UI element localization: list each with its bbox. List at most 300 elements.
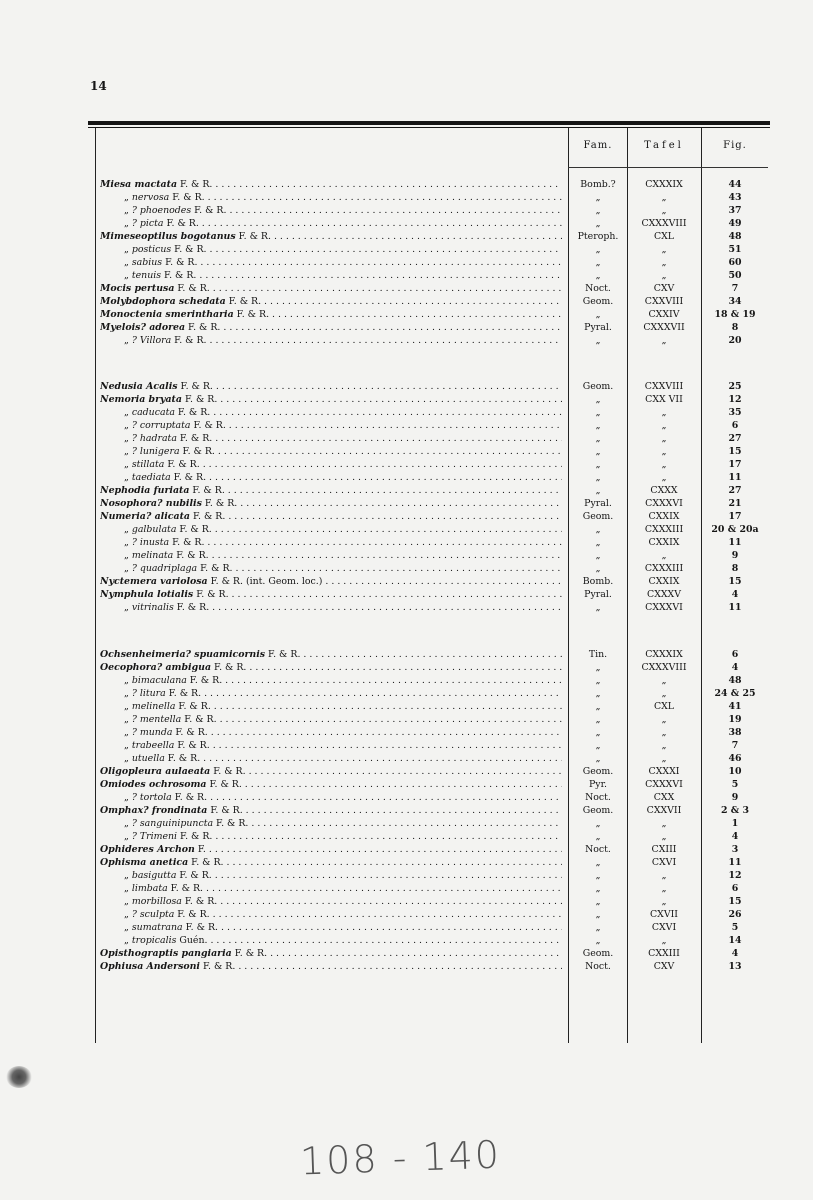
species-author: F. & R. xyxy=(173,550,209,561)
species-author: F. & R. xyxy=(197,563,233,574)
table-top-rule xyxy=(88,121,770,125)
family-cell: Geom. xyxy=(582,766,614,777)
figure-cell: 11 xyxy=(728,472,742,483)
table-row xyxy=(0,921,813,934)
species-label: ? munda xyxy=(131,727,173,738)
species-label: nervosa xyxy=(131,192,170,203)
tafel-cell: „ xyxy=(661,818,667,829)
table-row xyxy=(0,536,813,549)
figure-cell: 7 xyxy=(731,283,739,294)
tafel-cell: CXXXVI xyxy=(645,779,683,790)
species-author: F. & R. xyxy=(211,662,247,673)
tafel-cell: CXVI xyxy=(651,857,677,868)
species-label: melinella xyxy=(131,701,176,712)
species-label: ? quadriplaga xyxy=(131,563,198,574)
family-cell: „ xyxy=(595,831,601,842)
tafel-cell: CXXXV xyxy=(647,589,681,600)
ditto-mark: „ xyxy=(124,270,132,281)
figure-cell: 15 xyxy=(728,896,742,907)
table-row xyxy=(0,393,813,406)
family-cell: „ xyxy=(595,459,601,470)
species-author: F. & R. xyxy=(163,218,199,229)
species-label: Nosophora? nubilis xyxy=(100,498,202,509)
family-cell: Bomb.? xyxy=(580,179,616,190)
family-cell: „ xyxy=(595,883,601,894)
figure-cell: 15 xyxy=(728,446,742,457)
species-name xyxy=(100,960,562,973)
ditto-mark: „ xyxy=(124,420,132,431)
table-row xyxy=(0,419,813,432)
species-label: ? corruptata xyxy=(131,420,191,431)
species-author: F. & R. xyxy=(171,335,207,346)
species-name xyxy=(100,321,562,334)
species-label: ? picta xyxy=(131,218,164,229)
table-row xyxy=(0,497,813,510)
species-label: melinata xyxy=(131,550,174,561)
species-author: F. & R. xyxy=(207,805,243,816)
species-author: F. & R. xyxy=(173,602,210,613)
tafel-cell: CXXIII xyxy=(648,948,680,959)
table-row xyxy=(0,321,813,334)
figure-cell: 5 xyxy=(731,779,739,790)
family-cell: „ xyxy=(595,309,601,320)
ditto-mark: „ xyxy=(124,831,132,842)
species-name xyxy=(100,843,562,856)
tafel-cell: CXX VII xyxy=(645,394,683,405)
table-row xyxy=(0,947,813,960)
table-row xyxy=(0,191,813,204)
family-cell: „ xyxy=(595,662,601,673)
column-header-fig: Fig. xyxy=(723,140,747,151)
family-cell: „ xyxy=(595,257,601,268)
species-name xyxy=(124,830,562,843)
family-cell: Pyral. xyxy=(584,322,612,333)
family-cell: Tin. xyxy=(588,649,608,660)
ditto-mark: „ xyxy=(124,675,132,686)
ditto-mark: „ xyxy=(124,244,132,255)
species-label: ? phoenodes xyxy=(131,205,192,216)
figure-cell: 48 xyxy=(728,231,742,242)
species-label: ? litura xyxy=(131,688,166,699)
table-row xyxy=(0,217,813,230)
table-row xyxy=(0,791,813,804)
species-name xyxy=(100,178,562,191)
table-row xyxy=(0,739,813,752)
ditto-mark: „ xyxy=(124,714,132,725)
figure-cell: 11 xyxy=(728,602,742,613)
figure-cell: 15 xyxy=(728,576,742,587)
species-name xyxy=(124,895,562,908)
family-cell: Bomb. xyxy=(582,576,614,587)
ditto-mark: „ xyxy=(124,818,132,829)
tafel-cell: „ xyxy=(661,753,667,764)
species-name xyxy=(124,601,562,614)
tafel-cell: CXXXVIII xyxy=(641,662,687,673)
species-name xyxy=(124,882,562,895)
figure-cell: 37 xyxy=(728,205,742,216)
ditto-mark: „ xyxy=(124,550,132,561)
table-row xyxy=(0,908,813,921)
ink-blot xyxy=(6,1066,32,1088)
tafel-cell: „ xyxy=(661,740,667,751)
tafel-cell: CXL xyxy=(653,701,675,712)
species-author: Guén. xyxy=(176,935,208,946)
handwritten-note: 108 - 140 xyxy=(299,1132,502,1184)
species-author: F. & R. xyxy=(174,909,210,920)
table-row xyxy=(0,282,813,295)
table-row xyxy=(0,562,813,575)
family-cell: „ xyxy=(595,433,601,444)
species-name xyxy=(124,562,562,575)
species-author: F. & R. xyxy=(171,244,207,255)
species-label: ? mentella xyxy=(131,714,182,725)
family-cell: „ xyxy=(595,218,601,229)
species-name xyxy=(100,393,562,406)
species-name xyxy=(124,243,562,256)
family-cell: Pyr. xyxy=(588,779,608,790)
tafel-cell: CXXVII xyxy=(646,805,682,816)
species-name xyxy=(124,726,562,739)
species-name xyxy=(124,921,562,934)
table-row xyxy=(0,934,813,947)
tafel-cell: „ xyxy=(661,688,667,699)
table-row xyxy=(0,523,813,536)
species-name xyxy=(124,674,562,687)
column-header-tafel: Tafel xyxy=(644,140,684,151)
table-row xyxy=(0,471,813,484)
ditto-mark: „ xyxy=(124,922,132,933)
species-author: F. & R. xyxy=(164,753,201,764)
family-cell: „ xyxy=(595,192,601,203)
species-name xyxy=(124,432,562,445)
species-author: F. & R. xyxy=(170,472,207,483)
species-label: Nyctemera variolosa xyxy=(100,576,208,587)
species-label: Omiodes ochrosoma xyxy=(100,779,207,790)
ditto-mark: „ xyxy=(124,459,132,470)
species-label: Monoctenia smerintharia xyxy=(100,309,234,320)
table-row xyxy=(0,830,813,843)
family-cell: „ xyxy=(595,270,601,281)
figure-cell: 7 xyxy=(731,740,739,751)
species-label: ? lunigera xyxy=(131,446,180,457)
species-author: F. & R. xyxy=(182,922,218,933)
ditto-mark: „ xyxy=(124,740,132,751)
family-cell: „ xyxy=(595,485,601,496)
species-name xyxy=(124,700,562,713)
figure-cell: 41 xyxy=(728,701,742,712)
table-row xyxy=(0,230,813,243)
species-name xyxy=(124,713,562,726)
ditto-mark: „ xyxy=(124,870,132,881)
figure-cell: 12 xyxy=(728,394,742,405)
family-cell: „ xyxy=(595,335,601,346)
tafel-cell: CXXXIII xyxy=(644,524,684,535)
species-name xyxy=(124,739,562,752)
family-cell: „ xyxy=(595,701,601,712)
tafel-cell: CXXXIII xyxy=(644,563,684,574)
family-cell: Noct. xyxy=(585,283,611,294)
table-row xyxy=(0,406,813,419)
tafel-cell: CXXXI xyxy=(648,766,680,777)
species-name xyxy=(124,817,562,830)
species-author: F. & R. xyxy=(177,831,213,842)
family-cell: „ xyxy=(595,472,601,483)
species-name xyxy=(124,791,562,804)
figure-cell: 20 xyxy=(728,335,742,346)
tafel-cell: CXXXVIII xyxy=(641,218,687,229)
species-name xyxy=(124,191,562,204)
table-row xyxy=(0,269,813,282)
ditto-mark: „ xyxy=(124,909,132,920)
figure-cell: 48 xyxy=(728,675,742,686)
tafel-cell: „ xyxy=(661,883,667,894)
family-cell: „ xyxy=(595,714,601,725)
species-author: F. & R. xyxy=(162,257,198,268)
species-label: tropicalis xyxy=(131,935,177,946)
species-name xyxy=(124,406,562,419)
figure-cell: 25 xyxy=(728,381,742,392)
figure-cell: 9 xyxy=(731,550,739,561)
family-cell: „ xyxy=(595,857,601,868)
figure-cell: 27 xyxy=(728,433,742,444)
figure-cell: 20 & 20a xyxy=(711,524,759,535)
species-label: sabius xyxy=(131,257,163,268)
family-cell: „ xyxy=(595,740,601,751)
species-label: Nemoria bryata xyxy=(100,394,182,405)
table-row xyxy=(0,895,813,908)
figure-cell: 60 xyxy=(728,257,742,268)
table-row xyxy=(0,752,813,765)
figure-cell: 11 xyxy=(728,537,742,548)
species-author: F. & R. (int. Geom. loc.) xyxy=(207,576,323,587)
species-label: Omphax? frondinata xyxy=(100,805,208,816)
tafel-cell: CXXVIII xyxy=(644,381,684,392)
family-cell: „ xyxy=(595,727,601,738)
family-cell: „ xyxy=(595,524,601,535)
tafel-cell: „ xyxy=(661,433,667,444)
species-author: F. & R. xyxy=(231,948,268,959)
ditto-mark: „ xyxy=(124,602,132,613)
tafel-cell: CXXVIII xyxy=(644,296,684,307)
table-row xyxy=(0,510,813,523)
figure-cell: 51 xyxy=(728,244,742,255)
family-cell: „ xyxy=(595,446,601,457)
figure-cell: 12 xyxy=(728,870,742,881)
tafel-cell: CXIII xyxy=(651,844,677,855)
table-row xyxy=(0,726,813,739)
species-author: F. & R. xyxy=(190,420,226,431)
figure-cell: 4 xyxy=(731,948,739,959)
species-name xyxy=(100,497,562,510)
table-row xyxy=(0,674,813,687)
species-author: F. & R. xyxy=(206,779,242,790)
table-row xyxy=(0,843,813,856)
species-label: utuella xyxy=(131,753,165,764)
species-label: ? Villora xyxy=(131,335,172,346)
species-author: F. & R. xyxy=(171,792,208,803)
species-name xyxy=(124,523,562,536)
tafel-cell: „ xyxy=(661,870,667,881)
species-author: F. & R. xyxy=(185,322,221,333)
species-author: F. & R. xyxy=(189,485,225,496)
figure-cell: 6 xyxy=(731,420,739,431)
figure-cell: 44 xyxy=(728,179,742,190)
family-cell: „ xyxy=(595,675,601,686)
species-name xyxy=(124,752,562,765)
species-name xyxy=(100,588,562,601)
species-author: F. & R. xyxy=(235,231,271,242)
table-row xyxy=(0,458,813,471)
table-row xyxy=(0,256,813,269)
family-cell: Geom. xyxy=(582,948,614,959)
family-cell: „ xyxy=(595,420,601,431)
table-top-rule-thin xyxy=(88,127,770,128)
species-label: ? Trimeni xyxy=(131,831,178,842)
species-label: Mocis pertusa xyxy=(100,283,175,294)
species-author: F. & R. xyxy=(213,818,249,829)
species-name xyxy=(100,575,562,588)
species-author: F. & R. xyxy=(164,459,200,470)
family-cell: Geom. xyxy=(582,296,614,307)
figure-cell: 17 xyxy=(728,459,742,470)
species-author: F. & R. xyxy=(179,446,215,457)
species-label: Mimeseoptilus bogotanus xyxy=(100,231,236,242)
family-cell: „ xyxy=(595,407,601,418)
ditto-mark: „ xyxy=(124,727,132,738)
species-label: Ophisma anetica xyxy=(100,857,189,868)
ditto-mark: „ xyxy=(124,446,132,457)
figure-cell: 17 xyxy=(728,511,742,522)
species-author: F. & R. xyxy=(193,589,229,600)
table-row xyxy=(0,804,813,817)
table-row xyxy=(0,445,813,458)
table-row xyxy=(0,713,813,726)
family-cell: Noct. xyxy=(585,844,611,855)
family-cell: „ xyxy=(595,602,601,613)
table-row xyxy=(0,334,813,347)
species-label: ? sculpta xyxy=(131,909,175,920)
ditto-mark: „ xyxy=(124,688,132,699)
figure-cell: 3 xyxy=(731,844,739,855)
table-row xyxy=(0,575,813,588)
figure-cell: 6 xyxy=(731,649,739,660)
species-author: F. & R. xyxy=(191,205,227,216)
table-row xyxy=(0,687,813,700)
species-name xyxy=(100,856,562,869)
species-author: F. & R. xyxy=(172,727,208,738)
family-cell: „ xyxy=(595,935,601,946)
figure-cell: 1 xyxy=(731,818,739,829)
table-row xyxy=(0,869,813,882)
tafel-cell: „ xyxy=(661,550,667,561)
species-author: F. & R. xyxy=(181,896,218,907)
species-label: Ophiusa Andersoni xyxy=(100,961,200,972)
species-label: ? tortola xyxy=(131,792,172,803)
species-label: posticus xyxy=(131,244,172,255)
species-name xyxy=(100,661,562,674)
figure-cell: 26 xyxy=(728,909,742,920)
ditto-mark: „ xyxy=(124,205,132,216)
table-row xyxy=(0,661,813,674)
tafel-cell: „ xyxy=(661,244,667,255)
table-row xyxy=(0,700,813,713)
table-row xyxy=(0,243,813,256)
species-author: F. & R. xyxy=(201,498,238,509)
species-label: taediata xyxy=(131,472,171,483)
figure-cell: 8 xyxy=(731,563,739,574)
species-author: F. & R. xyxy=(174,283,210,294)
species-label: Nephodia furiata xyxy=(100,485,190,496)
figure-cell: 13 xyxy=(728,961,742,972)
table-row xyxy=(0,778,813,791)
tafel-cell: CXXXVI xyxy=(645,602,683,613)
figure-cell: 24 & 25 xyxy=(714,688,756,699)
figure-cell: 9 xyxy=(731,792,739,803)
species-label: bimaculana xyxy=(131,675,187,686)
family-cell: „ xyxy=(595,922,601,933)
species-name xyxy=(100,295,562,308)
family-cell: Pyral. xyxy=(584,498,612,509)
ditto-mark: „ xyxy=(124,935,132,946)
tafel-cell: „ xyxy=(661,714,667,725)
species-author: F. & R. xyxy=(169,192,205,203)
species-name xyxy=(100,308,562,321)
tafel-cell: CXXIV xyxy=(648,309,680,320)
ditto-mark: „ xyxy=(124,524,132,535)
tafel-cell: CXXXIX xyxy=(645,649,683,660)
tafel-cell: CXXIX xyxy=(648,511,680,522)
species-label: ? hadrata xyxy=(131,433,177,444)
family-cell: „ xyxy=(595,896,601,907)
species-author: F. & R. xyxy=(174,740,210,751)
family-cell: Noct. xyxy=(585,961,611,972)
species-name xyxy=(124,269,562,282)
species-name xyxy=(100,648,562,661)
table-row xyxy=(0,601,813,614)
family-cell: „ xyxy=(595,550,601,561)
figure-cell: 4 xyxy=(731,831,739,842)
species-name xyxy=(100,484,562,497)
species-label: limbata xyxy=(131,883,168,894)
figure-cell: 34 xyxy=(728,296,742,307)
species-author: F. & R. xyxy=(177,179,213,190)
ditto-mark: „ xyxy=(124,192,132,203)
species-author: F. & R. xyxy=(181,714,217,725)
species-author: F. & R. xyxy=(265,649,301,660)
family-cell: „ xyxy=(595,394,601,405)
ditto-mark: „ xyxy=(124,701,132,712)
tafel-cell: „ xyxy=(661,935,667,946)
table-row xyxy=(0,295,813,308)
family-cell: Geom. xyxy=(582,381,614,392)
tafel-cell: CXXXVII xyxy=(643,322,685,333)
species-label: morbillosa xyxy=(131,896,182,907)
tafel-cell: „ xyxy=(661,335,667,346)
figure-cell: 5 xyxy=(731,922,739,933)
figure-cell: 49 xyxy=(728,218,742,229)
table-row xyxy=(0,856,813,869)
figure-cell: 38 xyxy=(728,727,742,738)
species-label: caducata xyxy=(131,407,175,418)
species-author: F. & R. xyxy=(210,766,246,777)
species-name xyxy=(124,687,562,700)
species-name xyxy=(124,458,562,471)
ditto-mark: „ xyxy=(124,472,132,483)
species-label: Miesa mactata xyxy=(100,179,178,190)
species-label: Oligopleura aulaeata xyxy=(100,766,211,777)
species-label: Molybdophora schedata xyxy=(100,296,226,307)
ditto-mark: „ xyxy=(124,563,132,574)
